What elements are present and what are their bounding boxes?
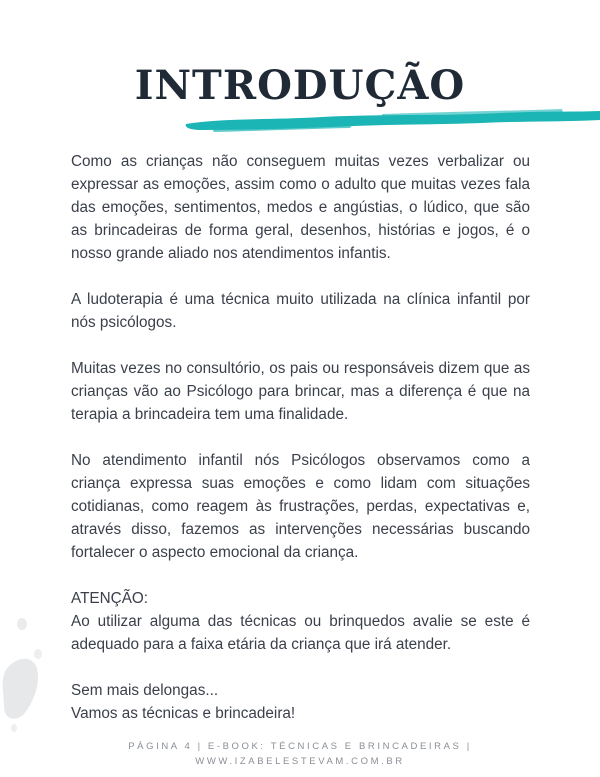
closing-line-1: Sem mais delongas... (71, 682, 219, 699)
paint-splash-decoration (0, 610, 60, 740)
page-footer (0, 739, 600, 769)
footer-website-link[interactable]: WWW.IZABELESTEVAM.COM.BR (195, 756, 405, 767)
closing-section (71, 679, 530, 725)
attention-text: Ao utilizar alguma das técnicas ou brinquedos avalie se este é adequado para a faixa etária da criança que irá atender. (71, 613, 530, 653)
paragraph-3: Muitas vezes no consultório, os pais ou responsáveis dizem que as crianças vão ao Psicólogo para brincar, mas a diferença é que na terapia a brincadeira tem uma finalidade. (71, 360, 530, 423)
closing-line-2: Vamos as técnicas e brincadeira! (71, 705, 296, 722)
paragraph-4: No atendimento infantil nós Psicólogos observamos como a criança expressa suas emoções e como lidam com situações cotidianas, como reagem às frustrações, perdas, expectativas e, através disso, fazemos as intervenções necessárias buscando fortalecer o aspecto emocional da criança. (71, 452, 530, 561)
attention-section (71, 587, 530, 656)
footer-page-info: PÁGINA 4 | E-BOOK: TÉCNICAS E BRINCADEIRAS | (128, 741, 472, 752)
body-content (71, 150, 530, 725)
page-title: INTRODUÇÃO (134, 62, 466, 109)
brush-stroke-decoration (182, 108, 600, 136)
attention-label: ATENÇÃO: (71, 590, 149, 607)
paragraph-2: A ludoterapia é uma técnica muito utilizada na clínica infantil por nós psicólogos. (71, 291, 530, 331)
paragraph-1: Como as crianças não conseguem muitas vezes verbalizar ou expressar as emoções, assim como o adulto que muitas vezes fala das emoções, sentimentos, medos e angústias, o lúdico, que são as brincadeiras de forma geral, desenhos, histórias e jogos, é o nosso grande aliado nos atendimentos infantis. (71, 153, 530, 262)
